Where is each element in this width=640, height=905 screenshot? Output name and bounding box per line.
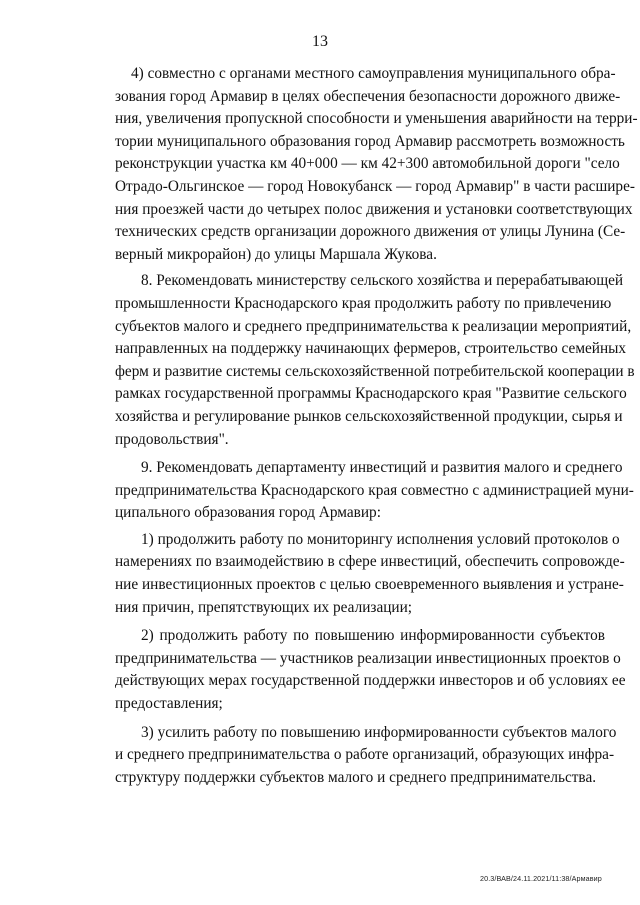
text-line: 9. Рекомендовать департаменту инвестиций и развития малого и среднего bbox=[141, 459, 623, 477]
document-body bbox=[115, 63, 638, 791]
text-line: тории муниципального образования город Армавир рассмотреть возможность bbox=[115, 132, 625, 150]
text-line: 2) продолжить работу по повышению информированности субъектов bbox=[141, 627, 605, 645]
document-footer-stamp: 20.3/ВАВ/24.11.2021/11:38/Армавир bbox=[480, 874, 602, 883]
text-line: направленных на поддержку начинающих фермеров, строительство семейных bbox=[115, 340, 627, 358]
text-line: намерениях по взаимодействию в сфере инвестиций, обеспечить сопровожде- bbox=[115, 553, 625, 571]
paragraph-8 bbox=[115, 270, 635, 451]
text-line: действующих мерах государственной поддержки инвесторов и об условиях ее bbox=[115, 672, 626, 690]
text-line: ния причин, препятствующих их реализации; bbox=[115, 598, 413, 616]
text-line: продовольствия". bbox=[115, 430, 229, 448]
text-line: хозяйства и регулирование рынков сельскохозяйственной продукции, сырья и bbox=[115, 407, 623, 425]
text-line: 1) продолжить работу по мониторингу исполнения условий протоколов о bbox=[141, 530, 620, 548]
paragraph-sub-1 bbox=[115, 529, 625, 619]
paragraph-9 bbox=[115, 457, 634, 525]
text-line: субъектов малого и среднего предпринимательства к реализации мероприятий, bbox=[115, 317, 632, 335]
text-line: промышленности Краснодарского края продолжить работу по привлечению bbox=[115, 294, 612, 312]
text-line: 3) усилить работу по повышению информированности субъектов малого bbox=[141, 723, 617, 741]
text-line: предпринимательства — участников реализации инвестиционных проектов о bbox=[115, 649, 621, 667]
text-line: 4) совместно с органами местного самоуправления муниципального обра- bbox=[131, 65, 616, 82]
paragraph-sub-3 bbox=[115, 722, 617, 790]
text-line: ферм и развитие системы сельскохозяйственной потребительской кооперации в bbox=[115, 362, 635, 380]
text-line: 8. Рекомендовать министерству сельского хозяйства и перерабатывающей bbox=[141, 272, 624, 290]
text-line: зования город Армавир в целях обеспечения безопасности дорожного движе- bbox=[115, 87, 621, 105]
page-number: 13 bbox=[312, 33, 328, 50]
text-line: верный микрорайон) до улицы Маршала Жукова. bbox=[115, 245, 437, 263]
text-line: и среднего предпринимательства о работе организаций, образующих инфра- bbox=[115, 746, 615, 764]
text-line: ния, увеличения пропускной способности и уменьшения аварийности на терри- bbox=[115, 110, 638, 128]
paragraph-sub-2 bbox=[115, 625, 626, 715]
text-line: рамках государственной программы Краснодарского края "Развитие сельского bbox=[115, 385, 627, 403]
text-line: ципального образования город Армавир: bbox=[115, 504, 381, 522]
text-line: структуру поддержки субъектов малого и среднего предпринимательства. bbox=[115, 768, 597, 786]
text-line: предоставления; bbox=[115, 695, 223, 713]
text-line: ния проезжей части до четырех полос движения и установки соответствующих bbox=[115, 200, 633, 218]
text-line: предпринимательства Краснодарского края совместно с администрацией муни- bbox=[115, 481, 634, 499]
paragraph-item-4 bbox=[115, 63, 638, 266]
text-line: ние инвестиционных проектов с целью своевременного выявления и устране- bbox=[115, 576, 624, 594]
text-line: технических средств организации дорожного движения от улицы Лунина (Се- bbox=[115, 223, 626, 241]
text-line: Отрадо-Ольгинское — город Новокубанск — город Армавир" в части расшире- bbox=[115, 177, 635, 195]
text-line: реконструкции участка км 40+000 — км 42+300 автомобильной дороги "село bbox=[115, 155, 620, 173]
